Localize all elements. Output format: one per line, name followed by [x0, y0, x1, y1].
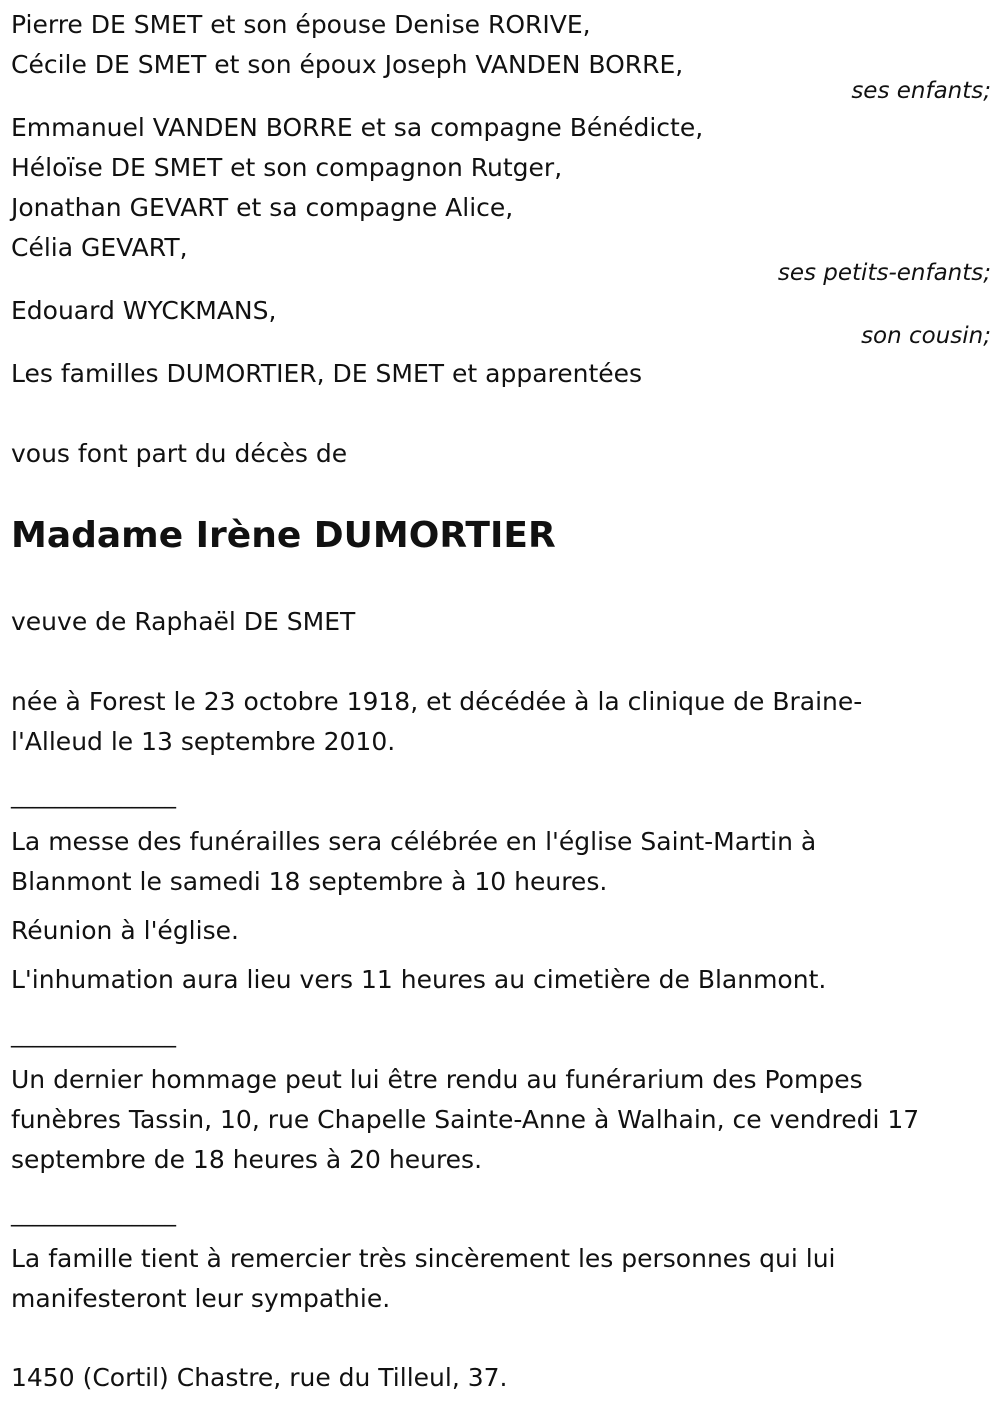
families-line: Les familles DUMORTIER, DE SMET et apparentées — [11, 359, 643, 388]
thanks-line: manifesteront leur sympathie. — [11, 1284, 391, 1313]
family-line: Cécile DE SMET et son époux Joseph VANDEN BORRE, — [11, 50, 684, 79]
funeral-section — [11, 822, 991, 902]
hommage-line: Un dernier hommage peut lui être rendu au funérarium des Pompes — [11, 1065, 863, 1094]
birth-death-section — [11, 682, 991, 762]
family-line: Célia GEVART, — [11, 233, 188, 262]
mass-line: La messe des funérailles sera célébrée en l'église Saint-Martin à — [11, 827, 817, 856]
hommage-line: septembre de 18 heures à 20 heures. — [11, 1145, 483, 1174]
address-section — [11, 1358, 991, 1398]
children-section — [11, 5, 991, 104]
separator — [11, 782, 991, 812]
thanks-line: La famille tient à remercier très sincèrement les personnes qui lui — [11, 1244, 836, 1273]
family-line: Edouard WYCKMANS, — [11, 296, 277, 325]
grandchildren-section — [11, 108, 991, 286]
family-line: Héloïse DE SMET et son compagnon Rutger, — [11, 153, 563, 182]
thanks-section — [11, 1239, 991, 1319]
separator-rule: _______________ — [11, 784, 176, 809]
widow-of-text: veuve de Raphaël DE SMET — [11, 607, 356, 636]
family-line: Pierre DE SMET et son épouse Denise RORIVE, — [11, 10, 591, 39]
separator-rule: _______________ — [11, 1023, 176, 1048]
relation-label: ses enfants; — [851, 78, 991, 104]
separator-rule: _______________ — [11, 1202, 176, 1227]
burial-section — [11, 960, 991, 1000]
birth-death-line: née à Forest le 23 octobre 1918, et décédée à la clinique de Braine- — [11, 687, 863, 716]
announcement-text: vous font part du décès de — [11, 439, 348, 468]
mass-line: Blanmont le samedi 18 septembre à 10 heures. — [11, 867, 608, 896]
relation-label: son cousin; — [861, 323, 991, 349]
deceased-name: Madame Irène DUMORTIER — [11, 515, 556, 556]
family-line: Emmanuel VANDEN BORRE et sa compagne Bénédicte, — [11, 113, 704, 142]
hommage-line: funèbres Tassin, 10, rue Chapelle Sainte-Anne à Walhain, ce vendredi 17 — [11, 1105, 920, 1134]
reunion-text: Réunion à l'église. — [11, 916, 239, 945]
cousin-section — [11, 291, 991, 349]
separator — [11, 1200, 991, 1230]
relation-label: ses petits-enfants; — [777, 260, 991, 286]
announcement — [11, 434, 991, 474]
widow-section — [11, 602, 991, 642]
reunion-section — [11, 911, 991, 951]
hommage-section — [11, 1060, 991, 1180]
separator — [11, 1021, 991, 1051]
burial-text: L'inhumation aura lieu vers 11 heures au cimetière de Blanmont. — [11, 965, 827, 994]
birth-death-line: l'Alleud le 13 septembre 2010. — [11, 727, 396, 756]
address-text: 1450 (Cortil) Chastre, rue du Tilleul, 37. — [11, 1363, 508, 1392]
families-section — [11, 354, 991, 394]
family-line: Jonathan GEVART et sa compagne Alice, — [11, 193, 514, 222]
deceased-section — [11, 514, 991, 558]
